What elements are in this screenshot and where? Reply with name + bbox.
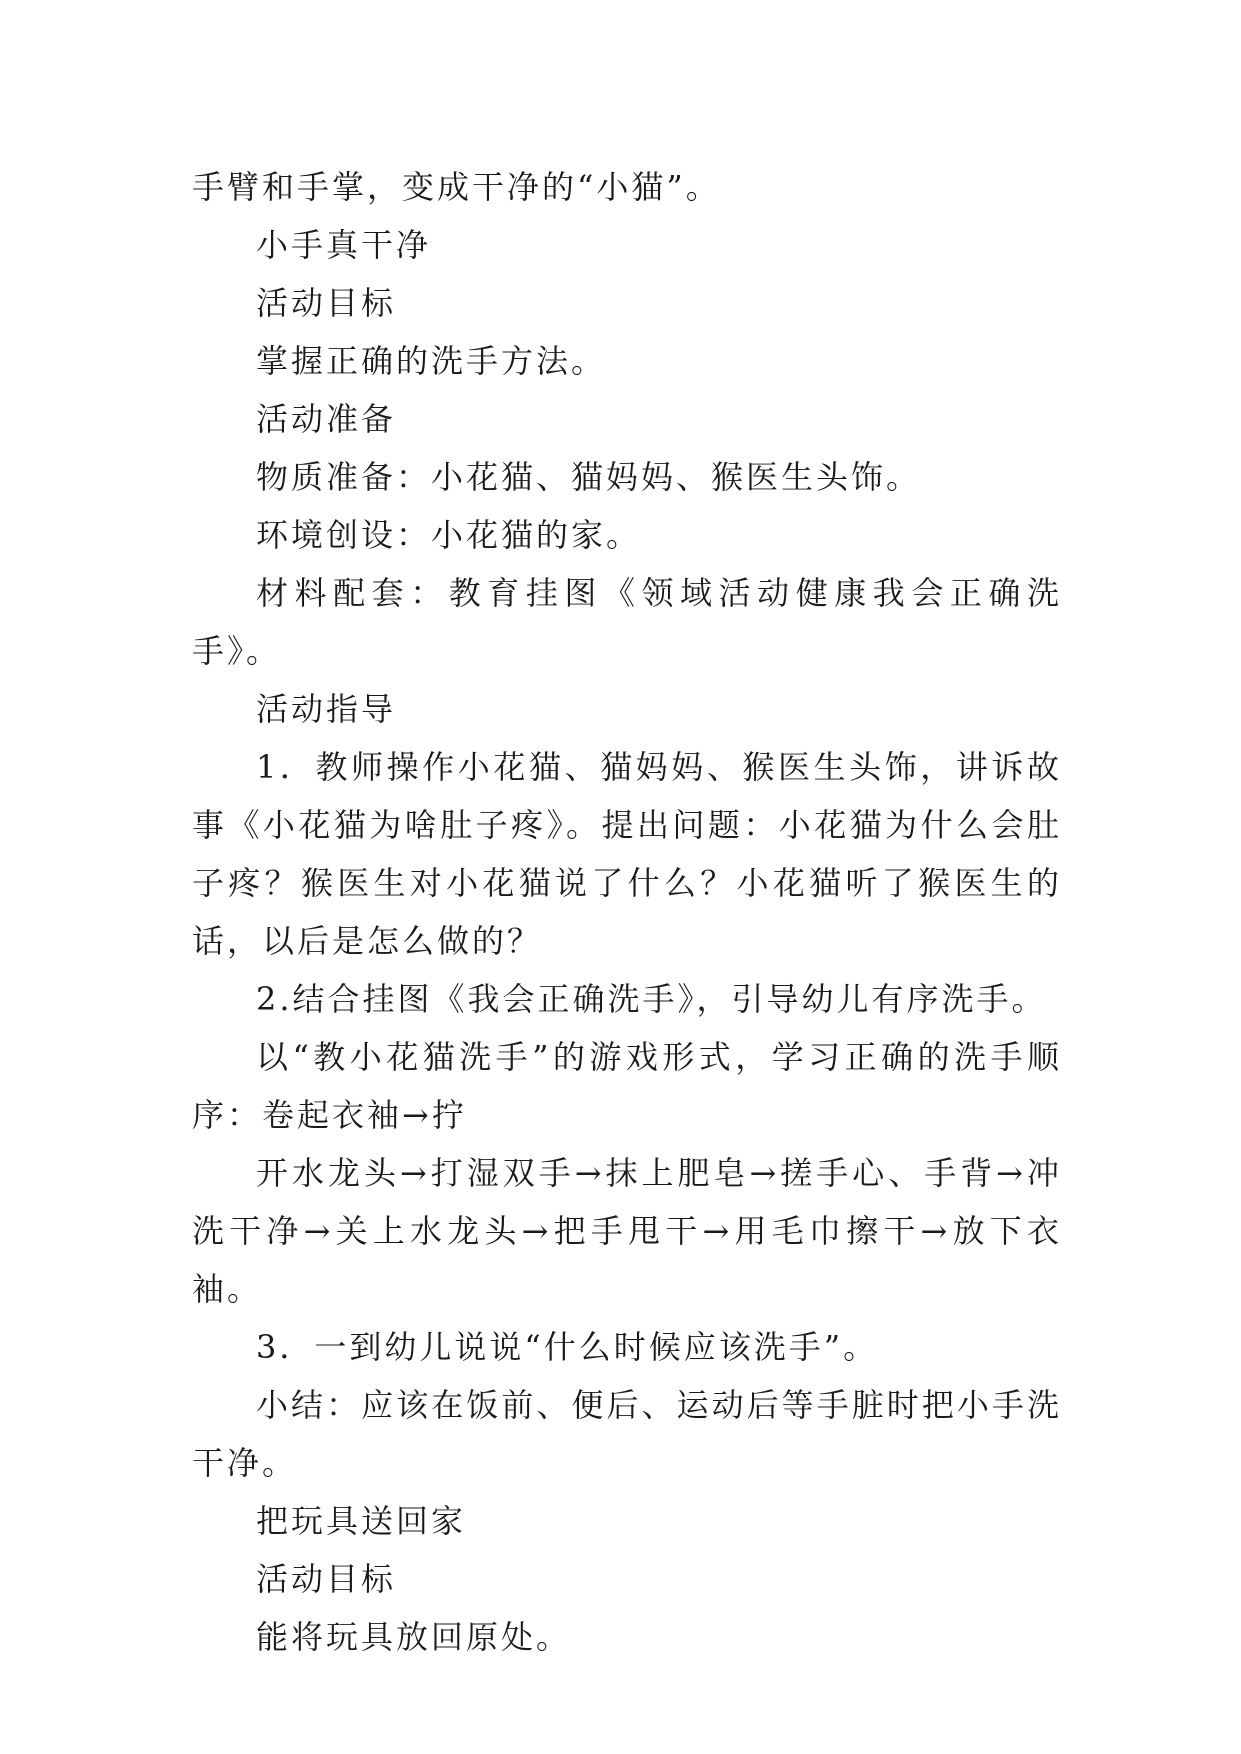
paragraph: 环境创设：小花猫的家。	[256, 516, 642, 554]
paragraph: 材料配套：教育挂图《领域活动健康我会正确洗手》。	[192, 574, 1062, 670]
subheading: 活动目标	[256, 1560, 397, 1598]
paragraph: 物质准备：小花猫、猫妈妈、猴医生头饰。	[256, 458, 922, 496]
paragraph: 以“教小花猫洗手”的游戏形式，学习正确的洗手顺序：卷起衣袖→拧	[192, 1038, 1062, 1134]
subheading: 活动准备	[256, 400, 397, 438]
document-body	[192, 158, 1062, 1666]
subheading: 活动目标	[256, 284, 397, 322]
paragraph: 2.结合挂图《我会正确洗手》，引导幼儿有序洗手。	[256, 980, 1047, 1018]
paragraph: 手臂和手掌，变成干净的“小猫”。	[192, 168, 721, 206]
paragraph: 能将玩具放回原处。	[256, 1618, 572, 1656]
paragraph: 掌握正确的洗手方法。	[256, 342, 607, 380]
section-title: 把玩具送回家	[256, 1502, 467, 1540]
section-title: 小手真干净	[256, 226, 432, 264]
paragraph: 开水龙头→打湿双手→抹上肥皂→搓手心、手背→冲洗干净→关上水龙头→把手甩干→用毛巾擦干→放下衣袖。	[192, 1154, 1062, 1308]
paragraph: 1．教师操作小花猫、猫妈妈、猴医生头饰，讲诉故事《小花猫为啥肚子疼》。提出问题：小花猫为什么会肚子疼？猴医生对小花猫说了什么？小花猫听了猴医生的话，以后是怎么做的？	[192, 748, 1062, 960]
paragraph: 小结：应该在饭前、便后、运动后等手脏时把小手洗干净。	[192, 1386, 1062, 1482]
paragraph: 3．一到幼儿说说“什么时候应该洗手”。	[256, 1328, 879, 1366]
subheading: 活动指导	[256, 690, 397, 728]
